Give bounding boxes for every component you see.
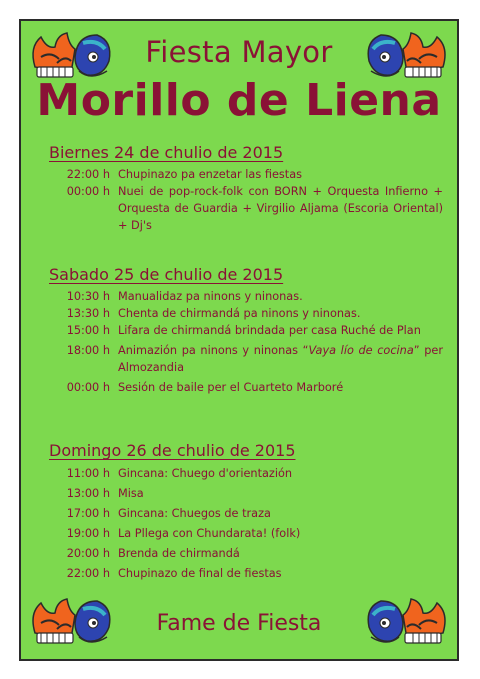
event-row (49, 504, 443, 524)
event-time: 00:00 h (66, 381, 110, 394)
event-time: 15:00 h (66, 324, 110, 337)
event-time: 10:30 h (66, 290, 110, 303)
title-large: Morillo de Liena (36, 75, 442, 126)
event-text: Gincana: Chuego d'orientazión (118, 467, 293, 480)
event-time: 19:00 h (66, 527, 110, 540)
event-text: Manualidaz pa ninons y ninonas. (118, 290, 303, 303)
event-time: 11:00 h (66, 467, 110, 480)
event-text: Chupinazo pa enzetar las fiestas (118, 168, 303, 181)
event-row (49, 342, 443, 376)
event-row (49, 288, 443, 305)
event-row (49, 379, 443, 396)
schedule-day-friday (49, 143, 443, 234)
footer-text: Fame de Fiesta (156, 611, 322, 636)
event-row (49, 183, 443, 234)
event-text: Lifara de chirmandá brindada per casa Ruché de Plan (118, 324, 421, 337)
event-text: Chenta de chirmandá pa ninons y ninonas. (118, 307, 361, 320)
schedule-day-saturday (49, 265, 443, 396)
event-time: 18:00 h (66, 344, 110, 357)
day-heading: Domingo 26 de chulio de 2015 (49, 441, 296, 460)
event-text: La Pllega con Chundarata! (folk) (118, 527, 301, 540)
event-row (49, 166, 443, 183)
event-time: 17:00 h (66, 507, 110, 520)
schedule-day-sunday (49, 441, 443, 584)
event-row (49, 484, 443, 504)
event-text-part: Animazión pa ninons y ninonas “ (118, 344, 309, 357)
event-time: 13:00 h (66, 487, 110, 500)
event-text-part: ” per Almozandia (118, 344, 443, 374)
event-row (49, 305, 443, 322)
event-time: 22:00 h (66, 567, 110, 580)
event-text: Sesión de baile per el Cuarteto Marboré (118, 381, 344, 394)
carnival-mask-icon (363, 593, 451, 651)
day-heading: Sabado 25 de chulio de 2015 (49, 265, 284, 284)
day-heading: Biernes 24 de chulio de 2015 (49, 143, 284, 162)
event-time: 22:00 h (66, 168, 110, 181)
event-row (49, 564, 443, 584)
event-text-italic: Vaya lío de cocina (308, 344, 414, 357)
event-time: 00:00 h (66, 185, 110, 198)
event-text: Brenda de chirmandá (118, 547, 240, 560)
event-row (49, 464, 443, 484)
event-text: Gincana: Chuegos de traza (118, 507, 271, 520)
event-row (49, 322, 443, 339)
fiesta-poster (19, 19, 459, 661)
event-time: 20:00 h (66, 547, 110, 560)
event-text: Chupinazo de final de fiestas (118, 567, 282, 580)
event-row (49, 544, 443, 564)
event-time: 13:30 h (66, 307, 110, 320)
title-small: Fiesta Mayor (145, 35, 333, 69)
event-text (118, 342, 443, 376)
event-row (49, 524, 443, 544)
event-text: Misa (118, 487, 144, 500)
event-text: Nuei de pop-rock-folk con BORN + Orquesta Infierno + Orquesta de Guardia + Virgilio Aljama (Escoria Oriental) + Dj's (118, 185, 443, 232)
